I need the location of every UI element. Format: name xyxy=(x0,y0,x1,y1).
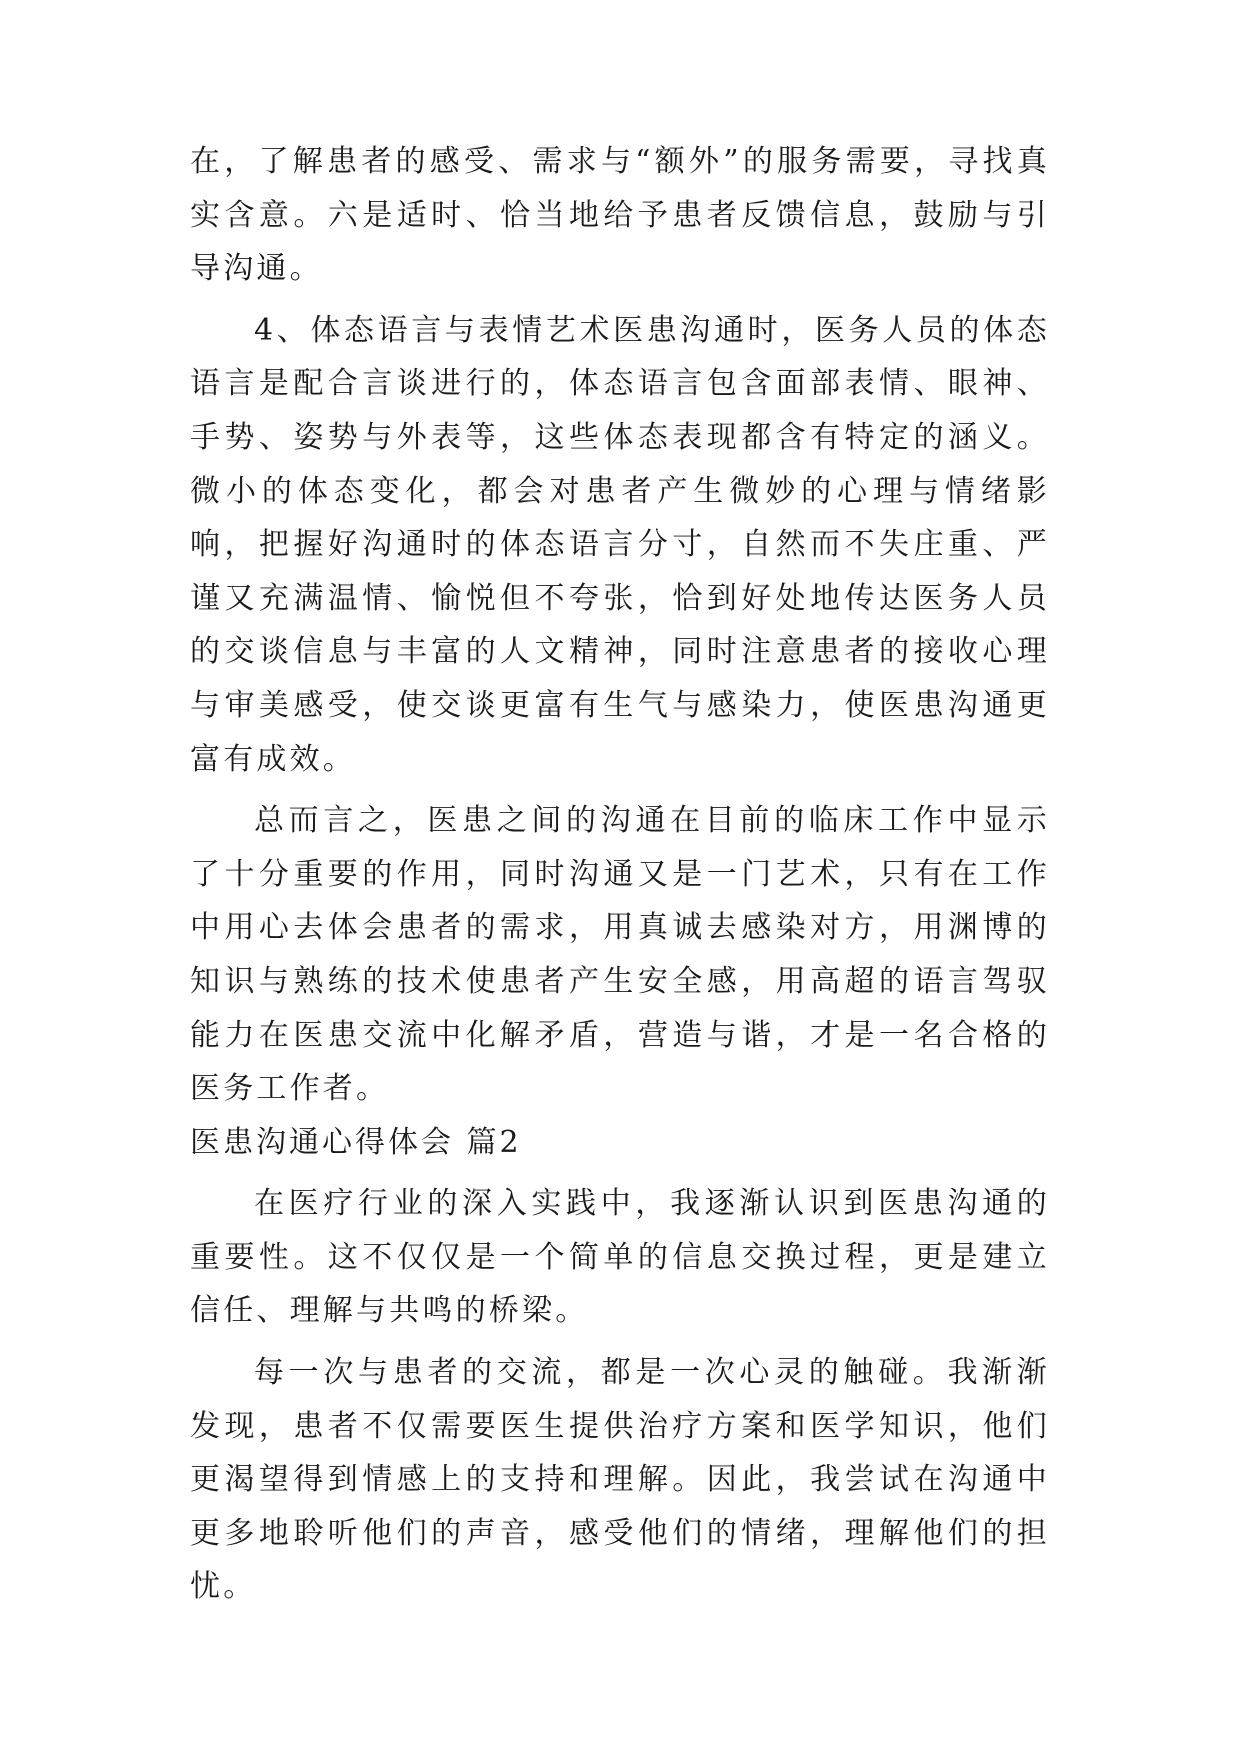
paragraph-section2-body: 每一次与患者的交流，都是一次心灵的触碰。我渐渐发现，患者不仅需要医生提供治疗方案和医学知识，他们更渴望得到情感上的支持和理解。因此，我尝试在沟通中更多地聆听他们的声音，感受他们的情绪，理解他们的担忧。 xyxy=(190,1355,1050,1605)
paragraph-section2-intro: 在医疗行业的深入实践中，我逐渐认识到医患沟通的重要性。这不仅仅是一个简单的信息交换过程，更是建立信任、理解与共鸣的桥梁。 xyxy=(190,1186,1050,1329)
paragraph-conclusion: 总而言之，医患之间的沟通在目前的临床工作中显示了十分重要的作用，同时沟通又是一门艺术，只有在工作中用心去体会患者的需求，用真诚去感染对方，用渊博的知识与熟练的技术使患者产生安全感，用高超的语言驾驭能力在医患交流中化解矛盾，营造与谐，才是一名合格的医务工作者。 xyxy=(190,803,1050,1107)
paragraph-body-language: 4、体态语言与表情艺术医患沟通时，医务人员的体态语言是配合言谈进行的，体态语言包含面部表情、眼神、手势、姿势与外表等，这些体态表现都含有特定的涵义。微小的体态变化，都会对患者产生微妙的心理与情绪影响，把握好沟通时的体态语言分寸，自然而不失庄重、严谨又充满温情、愉悦但不夸张，恰到好处地传达医务人员的交谈信息与丰富的人文精神，同时注意患者的接收心理与审美感受，使交谈更富有生气与感染力，使医患沟通更富有成效。 xyxy=(190,312,1050,777)
section-heading: 医患沟通心得体会 篇2 xyxy=(190,1124,522,1160)
document-page xyxy=(190,135,1050,1614)
paragraph-continuation: 在，了解患者的感受、需求与“额外”的服务需要，寻找真实含意。六是适时、恰当地给予患者反馈信息，鼓励与引导沟通。 xyxy=(190,144,1050,287)
